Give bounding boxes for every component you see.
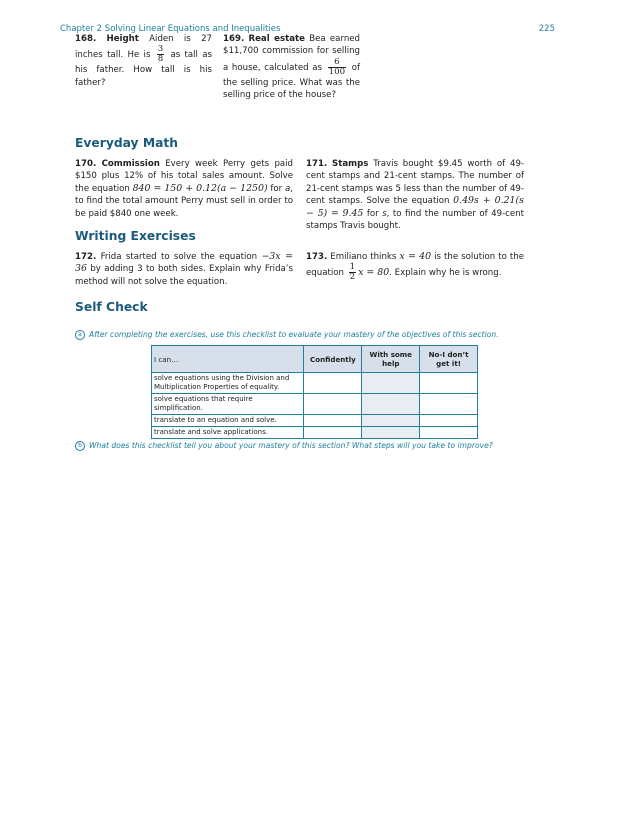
fraction (157, 45, 164, 64)
row-label: solve equations that require simplification. (152, 394, 304, 415)
checkbox-cell-confidently[interactable] (304, 427, 362, 439)
note-text: After completing the exercises, use this checklist to evaluate your mastery of the objectives of this section. (89, 330, 499, 339)
exercise-title: Real estate (248, 34, 305, 44)
header-i-can: I can… (152, 346, 304, 373)
exercise-number: 171. (306, 159, 328, 169)
exercise-text: , to find the total amount Perry must sell in order to be paid $840 one week. (75, 183, 293, 219)
exercise-171 (306, 158, 524, 232)
checkbox-cell-with-some-help[interactable] (362, 373, 420, 394)
row-label: translate and solve applications. (152, 427, 304, 439)
fraction (328, 58, 346, 77)
fraction (349, 263, 356, 282)
exercise-number: 172. (75, 252, 97, 262)
checkbox-cell-with-some-help[interactable] (362, 415, 420, 427)
table-row (152, 394, 478, 415)
exercise-title: Height (106, 34, 139, 44)
chapter-header: Chapter 2 Solving Linear Equations and Inequalities (60, 24, 281, 34)
header-with-some-help: With some help (362, 346, 420, 373)
row-label: solve equations using the Division and Multiplication Properties of equality. (152, 373, 304, 394)
denominator: 2 (349, 272, 356, 283)
exercise-text: Bea earned $11,700 commission for selling a house, calculated as (223, 34, 361, 73)
equation: 840 = 150 + 0.12(a − 1250) (132, 182, 268, 194)
row-label: translate to an equation and solve. (152, 415, 304, 427)
exercise-173 (306, 251, 524, 282)
exercise-text: of the selling price. What was the selling price of the house? (223, 62, 361, 101)
exercise-title: Stamps (332, 159, 369, 169)
exercise-text: Travis bought $9.45 worth of 49-cent stamps and 21-cent stamps. The number of 21-cent stamps was 5 less than the number of 49-cent stamps. Solve the equation (306, 159, 525, 207)
checkbox-cell-confidently[interactable] (304, 373, 362, 394)
exercise-number: 169. (223, 34, 245, 44)
variable: s (382, 208, 387, 219)
equation: x = 80 (358, 267, 390, 279)
exercise-169 (223, 33, 360, 102)
exercise-text: Frida started to solve the equation (100, 252, 258, 262)
page-number: 225 (538, 24, 555, 34)
exercise-text: Every week Perry gets paid $150 plus 12% of his total sales amount. Solve the equation (75, 159, 294, 194)
checkbox-cell-confidently[interactable] (304, 415, 362, 427)
numerator: 6 (334, 56, 340, 67)
checkbox-cell-with-some-help[interactable] (362, 394, 420, 415)
exercise-number: 168. (75, 34, 97, 44)
self-check-table (151, 345, 478, 439)
header-confidently: Confidently (304, 346, 362, 373)
exercise-text: as tall as his father. How tall is his father? (75, 50, 212, 88)
numerator: 1 (349, 262, 356, 273)
checkbox-cell-dont-get-it[interactable] (420, 373, 478, 394)
checkbox-cell-confidently[interactable] (304, 394, 362, 415)
checkbox-cell-dont-get-it[interactable] (420, 415, 478, 427)
section-heading-self-check: Self Check (75, 300, 148, 314)
equation: −3x = 36 (75, 251, 293, 275)
note-text: What does this checklist tell you about your mastery of this section? What steps will you take to improve? (89, 441, 493, 450)
exercise-text: for (366, 208, 379, 219)
marker-a-icon: a (75, 330, 85, 340)
table-row (152, 427, 478, 439)
checkbox-cell-dont-get-it[interactable] (420, 427, 478, 439)
header-no-dont-get-it: No-I don’t get it! (420, 346, 478, 373)
exercise-172 (75, 251, 293, 288)
checkbox-cell-dont-get-it[interactable] (420, 394, 478, 415)
exercise-number: 173. (306, 252, 328, 262)
table-row (152, 373, 478, 394)
table-row (152, 415, 478, 427)
exercise-text: by adding 3 to both sides. Explain why Frida’s method will not solve the equation. (75, 264, 293, 287)
exercise-title: Commission (101, 159, 160, 169)
exercise-text: is the solution to the equation (306, 252, 524, 279)
exercise-text: , to find the number of 49-cent stamps Travis bought. (306, 208, 525, 232)
exercise-170 (75, 158, 293, 220)
exercise-168 (75, 33, 212, 89)
marker-b-icon: b (75, 441, 85, 451)
self-check-note-b (75, 441, 493, 451)
exercise-text: . Explain why he is wrong. (389, 268, 502, 279)
self-check-note-a (75, 330, 499, 340)
exercise-text: for (270, 183, 283, 194)
denominator: 8 (157, 54, 164, 65)
numerator: 3 (157, 44, 164, 55)
exercise-text: Emiliano thinks (330, 252, 397, 262)
section-heading-everyday-math: Everyday Math (75, 136, 179, 150)
section-heading-writing-exercises: Writing Exercises (75, 229, 196, 243)
exercise-text: Aiden is 27 inches tall. He is (75, 34, 213, 61)
equation: 0.49s + 0.21(s − 5) = 9.45 (306, 195, 524, 219)
checkbox-cell-with-some-help[interactable] (362, 427, 420, 439)
equation: x = 40 (399, 251, 432, 262)
table-header-row (152, 346, 478, 373)
denominator: 100 (328, 66, 346, 77)
variable: a (284, 183, 291, 194)
exercise-number: 170. (75, 159, 97, 169)
